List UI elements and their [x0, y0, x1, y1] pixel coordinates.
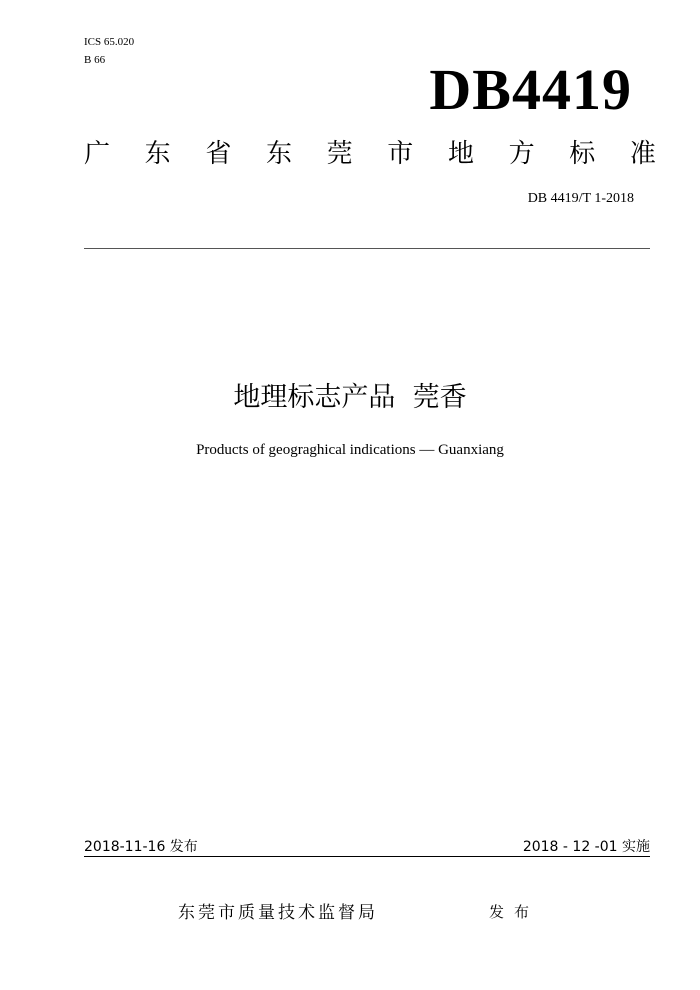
- standard-type-name: [84, 134, 656, 174]
- standard-number: DB 4419/T 1-2018: [527, 191, 634, 206]
- header-divider: [84, 248, 650, 249]
- footer-divider: [84, 856, 650, 857]
- implement-date: 2018 - 12 -01 实施: [522, 839, 650, 855]
- issue-label: 发布: [489, 903, 540, 921]
- standard-name-char: 东: [144, 139, 171, 169]
- issuing-authority: 东莞市质量技术监督局: [178, 903, 378, 923]
- standard-name-char: 市: [387, 139, 414, 169]
- standard-name-char: 准: [629, 139, 656, 169]
- standard-name-char: 东: [265, 139, 292, 169]
- standard-code-logo: DB4419: [429, 57, 632, 122]
- document-title-chinese: 地理标志产品 莞香: [233, 382, 467, 413]
- publish-date: 2018-11-16 发布: [84, 839, 198, 855]
- ccs-code: B 66: [84, 54, 106, 66]
- standard-name-char: 省: [205, 139, 232, 169]
- standard-name-char: 方: [508, 139, 535, 169]
- document-title-english: Products of geograghical indications — Guanxiang: [196, 442, 504, 458]
- standard-name-char: 广: [84, 139, 111, 169]
- standard-name-char: 莞: [326, 139, 353, 169]
- standard-name-char: 地: [447, 139, 474, 169]
- standard-name-char: 标: [569, 139, 596, 169]
- ics-code: ICS 65.020: [84, 36, 135, 48]
